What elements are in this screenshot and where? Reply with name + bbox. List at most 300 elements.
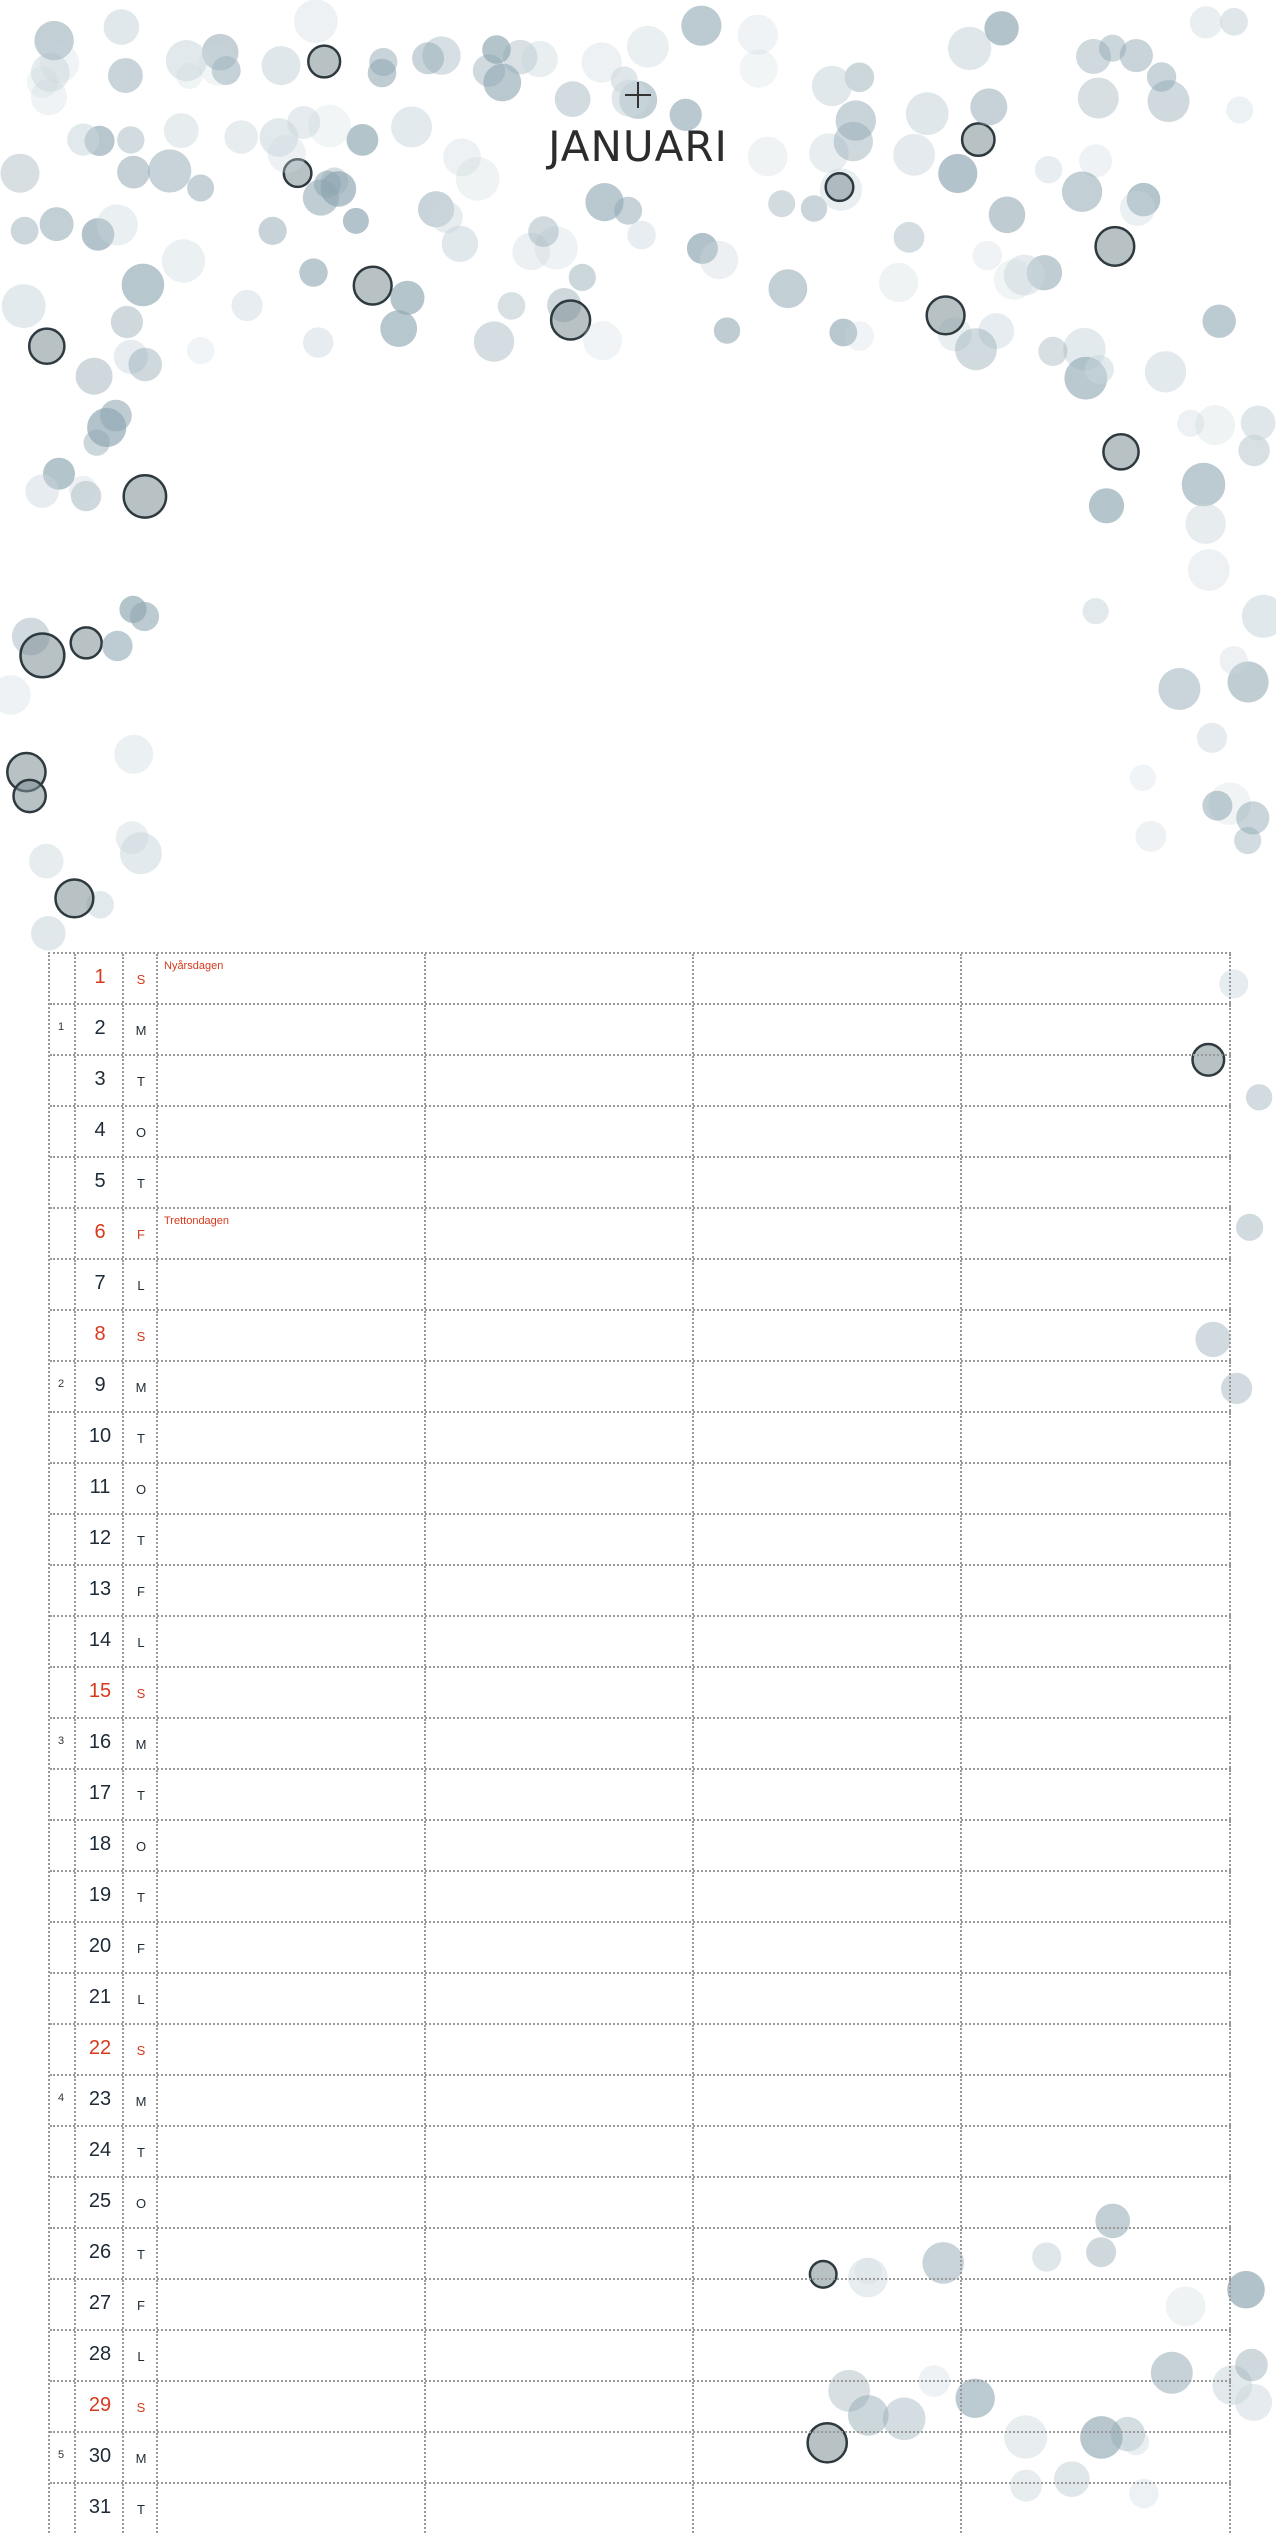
watercolor-dot: [314, 171, 341, 198]
week-cell: [50, 1362, 76, 1411]
note-column-3[interactable]: [694, 1617, 962, 1666]
watercolor-dot: [1235, 2384, 1272, 2421]
week-cell: [50, 1311, 76, 1360]
date-cell: [76, 1311, 124, 1360]
note-column-4[interactable]: [962, 1668, 1231, 1717]
week-cell: [50, 2076, 76, 2125]
note-column-2[interactable]: [426, 954, 694, 1003]
watercolor-dot: [970, 88, 1007, 125]
note-column-1[interactable]: [158, 1974, 426, 2023]
date-cell: [76, 2127, 124, 2176]
watercolor-dot: [948, 27, 991, 70]
note-column-2[interactable]: [426, 2280, 694, 2329]
note-column-1[interactable]: [158, 1107, 426, 1156]
watercolor-dot: [1085, 355, 1114, 384]
weekday-letter: M: [135, 1023, 147, 1038]
note-column-1[interactable]: [158, 2178, 426, 2227]
date-cell: [76, 954, 124, 1003]
note-column-2[interactable]: [426, 2025, 694, 2074]
note-column-3[interactable]: [694, 2127, 962, 2176]
watercolor-dot: [569, 264, 596, 291]
date-number: 9: [94, 1374, 106, 1396]
note-column-3[interactable]: [694, 1107, 962, 1156]
watercolor-dot: [187, 175, 214, 202]
watercolor-dot: [582, 42, 622, 82]
note-column-2[interactable]: [426, 1209, 694, 1258]
watercolor-dot: [259, 217, 287, 245]
note-column-4[interactable]: [962, 1872, 1231, 1921]
calendar-row: [50, 1668, 1231, 1719]
watercolor-dot: [422, 36, 460, 74]
note-column-4[interactable]: [962, 1464, 1231, 1513]
calendar-row: [50, 1260, 1231, 1311]
weekday-cell: [124, 1974, 158, 2023]
note-column-3[interactable]: [694, 1413, 962, 1462]
note-column-1[interactable]: [158, 1362, 426, 1411]
note-column-4[interactable]: [962, 2331, 1231, 2380]
weekday-cell: [124, 1923, 158, 1972]
note-column-2[interactable]: [426, 1464, 694, 1513]
calendar-row: [50, 1005, 1231, 1056]
note-column-3[interactable]: [694, 1821, 962, 1870]
note-column-4[interactable]: [962, 2382, 1231, 2431]
note-column-4[interactable]: [962, 2127, 1231, 2176]
note-column-1[interactable]: [158, 2076, 426, 2125]
note-column-3[interactable]: [694, 954, 962, 1003]
calendar-row: [50, 1566, 1231, 1617]
watercolor-dot: [1197, 723, 1227, 753]
note-column-4[interactable]: [962, 1515, 1231, 1564]
watercolor-dot: [474, 321, 514, 361]
note-column-1[interactable]: [158, 1056, 426, 1105]
watercolor-dot: [583, 321, 622, 360]
note-column-2[interactable]: [426, 1770, 694, 1819]
week-cell: [50, 2127, 76, 2176]
date-number: 12: [88, 1527, 112, 1549]
note-column-4[interactable]: [962, 1974, 1231, 2023]
watercolor-dot: [71, 627, 102, 658]
note-column-1[interactable]: [158, 1005, 426, 1054]
note-column-3[interactable]: [694, 2025, 962, 2074]
weekday-letter: F: [137, 1941, 145, 1956]
note-column-2[interactable]: [426, 1413, 694, 1462]
watercolor-dot: [1227, 2271, 1265, 2309]
note-column-4[interactable]: [962, 1821, 1231, 1870]
calendar-row: [50, 1617, 1231, 1668]
watercolor-dot: [1202, 791, 1232, 821]
note-column-1[interactable]: [158, 1770, 426, 1819]
note-column-4[interactable]: [962, 1362, 1231, 1411]
note-column-1[interactable]: [158, 954, 426, 1003]
calendar-row: [50, 1362, 1231, 1413]
date-number: 1: [94, 966, 106, 988]
watercolor-dot: [1226, 97, 1253, 124]
watercolor-dot: [1083, 598, 1109, 624]
weekday-letter: M: [135, 2451, 147, 2466]
date-number: 11: [89, 1476, 111, 1498]
watercolor-dot: [187, 337, 214, 364]
calendar-grid: [48, 952, 1231, 2533]
note-column-4[interactable]: [962, 1260, 1231, 1309]
note-column-3[interactable]: [694, 1056, 962, 1105]
note-column-4[interactable]: [962, 2178, 1231, 2227]
weekday-letter: S: [136, 972, 146, 987]
note-column-4[interactable]: [962, 1158, 1231, 1207]
date-number: 30: [88, 2445, 112, 2467]
watercolor-dot: [522, 41, 558, 77]
note-column-3[interactable]: [694, 1260, 962, 1309]
note-column-3[interactable]: [694, 1668, 962, 1717]
weekday-letter: T: [137, 1533, 145, 1548]
weekday-cell: [124, 2127, 158, 2176]
date-number: 27: [88, 2292, 112, 2314]
note-column-3[interactable]: [694, 2331, 962, 2380]
note-column-3[interactable]: [694, 2280, 962, 2329]
date-number: 7: [94, 1272, 106, 1294]
note-column-2[interactable]: [426, 2331, 694, 2380]
watercolor-dot: [368, 59, 397, 88]
note-column-3[interactable]: [694, 2433, 962, 2482]
note-column-2[interactable]: [426, 1872, 694, 1921]
note-column-3[interactable]: [694, 1005, 962, 1054]
note-column-2[interactable]: [426, 1617, 694, 1666]
watercolor-dot: [390, 281, 424, 315]
date-cell: [76, 1770, 124, 1819]
note-column-2[interactable]: [426, 2229, 694, 2278]
date-number: 25: [88, 2190, 112, 2212]
note-column-2[interactable]: [426, 1821, 694, 1870]
watercolor-dot: [740, 50, 778, 88]
note-column-3[interactable]: [694, 1974, 962, 2023]
weekday-letter: T: [137, 2145, 145, 2160]
week-cell: [50, 1617, 76, 1666]
note-column-2[interactable]: [426, 1668, 694, 1717]
note-column-3[interactable]: [694, 1566, 962, 1615]
note-column-4[interactable]: [962, 1770, 1231, 1819]
watercolor-dot: [21, 634, 65, 678]
weekday-letter: F: [137, 1584, 145, 1599]
watercolor-dot: [124, 475, 166, 517]
calendar-row: [50, 954, 1231, 1005]
note-column-1[interactable]: [158, 2280, 426, 2329]
date-cell: [76, 1872, 124, 1921]
watercolor-dot: [1147, 62, 1176, 91]
weekday-cell: [124, 2382, 158, 2431]
note-column-1[interactable]: [158, 2127, 426, 2176]
watercolor-dot: [1089, 488, 1124, 523]
weekday-cell: [124, 1362, 158, 1411]
week-cell: [50, 954, 76, 1003]
watercolor-dot: [1120, 191, 1155, 226]
watercolor-dot: [31, 916, 66, 951]
weekday-letter: T: [137, 1176, 145, 1191]
note-column-2[interactable]: [426, 1362, 694, 1411]
weekday-cell: [124, 1668, 158, 1717]
watercolor-dot: [431, 201, 463, 233]
note-column-4[interactable]: [962, 2025, 1231, 2074]
weekday-letter: F: [137, 2298, 145, 2313]
watercolor-dot: [1236, 1214, 1263, 1241]
note-column-3[interactable]: [694, 2178, 962, 2227]
watercolor-dot: [11, 217, 39, 245]
note-column-2[interactable]: [426, 2076, 694, 2125]
week-cell: [50, 1107, 76, 1156]
note-column-2[interactable]: [426, 1107, 694, 1156]
date-cell: [76, 1005, 124, 1054]
calendar-row: [50, 1464, 1231, 1515]
weekday-letter: O: [135, 2196, 147, 2211]
note-column-1[interactable]: [158, 1209, 426, 1258]
note-column-2[interactable]: [426, 1005, 694, 1054]
calendar-row: [50, 2127, 1231, 2178]
date-cell: [76, 1107, 124, 1156]
week-cell: [50, 1413, 76, 1462]
week-cell: [50, 1515, 76, 1564]
note-column-3[interactable]: [694, 2076, 962, 2125]
watercolor-dot: [120, 832, 162, 874]
watercolor-dot: [1190, 6, 1222, 38]
note-column-1[interactable]: [158, 1311, 426, 1360]
watercolor-dot: [1062, 172, 1102, 212]
note-column-3[interactable]: [694, 2382, 962, 2431]
note-column-4[interactable]: [962, 954, 1231, 1003]
weekday-cell: [124, 2433, 158, 2482]
week-cell: [50, 1770, 76, 1819]
watercolor-dot: [380, 310, 417, 347]
note-column-4[interactable]: [962, 2229, 1231, 2278]
note-column-1[interactable]: [158, 2484, 426, 2533]
date-cell: [76, 2331, 124, 2380]
date-number: 20: [88, 1935, 112, 1957]
weekday-letter: F: [137, 1227, 145, 1242]
note-column-3[interactable]: [694, 1923, 962, 1972]
date-cell: [76, 1617, 124, 1666]
date-cell: [76, 2382, 124, 2431]
weekday-letter: T: [137, 1890, 145, 1905]
watercolor-dot: [1076, 39, 1111, 74]
calendar-row: [50, 2178, 1231, 2229]
watercolor-dot: [1182, 463, 1226, 507]
week-cell: [50, 2280, 76, 2329]
note-column-3[interactable]: [694, 2484, 962, 2533]
week-number: 2: [58, 1378, 65, 1390]
date-cell: [76, 2076, 124, 2125]
note-column-3[interactable]: [694, 1158, 962, 1207]
note-column-2[interactable]: [426, 1566, 694, 1615]
note-column-4[interactable]: [962, 1209, 1231, 1258]
week-cell: [50, 1566, 76, 1615]
note-column-1[interactable]: [158, 2331, 426, 2380]
note-column-2[interactable]: [426, 2127, 694, 2176]
watercolor-dot: [299, 258, 327, 286]
weekday-letter: O: [135, 1482, 147, 1497]
note-column-4[interactable]: [962, 1719, 1231, 1768]
week-cell: [50, 2484, 76, 2533]
date-cell: [76, 1413, 124, 1462]
note-column-3[interactable]: [694, 1872, 962, 1921]
calendar-row: [50, 2382, 1231, 2433]
weekday-letter: T: [137, 2502, 145, 2517]
weekday-cell: [124, 1464, 158, 1513]
calendar-row: [50, 1515, 1231, 1566]
note-column-4[interactable]: [962, 2433, 1231, 2482]
watercolor-dot: [343, 208, 369, 234]
week-cell: [50, 2382, 76, 2431]
note-column-3[interactable]: [694, 1209, 962, 1258]
date-cell: [76, 1464, 124, 1513]
note-column-2[interactable]: [426, 1923, 694, 1972]
calendar-row: [50, 2484, 1231, 2533]
weekday-letter: T: [137, 1074, 145, 1089]
note-column-2[interactable]: [426, 1515, 694, 1564]
date-number: 4: [94, 1119, 106, 1141]
date-number: 26: [88, 2241, 112, 2263]
holiday-note: Trettondagen: [164, 1215, 230, 1227]
note-column-3[interactable]: [694, 1719, 962, 1768]
note-column-2[interactable]: [426, 1719, 694, 1768]
note-column-2[interactable]: [426, 2382, 694, 2431]
weekday-cell: [124, 2484, 158, 2533]
weekday-cell: [124, 2331, 158, 2380]
watercolor-dot: [738, 15, 778, 55]
note-column-4[interactable]: [962, 1005, 1231, 1054]
date-cell: [76, 1821, 124, 1870]
date-cell: [76, 1719, 124, 1768]
week-cell: [50, 2025, 76, 2074]
weekday-letter: O: [135, 1839, 147, 1854]
note-column-3[interactable]: [694, 1515, 962, 1564]
note-column-1[interactable]: [158, 1719, 426, 1768]
note-column-1[interactable]: [158, 2433, 426, 2482]
note-column-1[interactable]: [158, 2025, 426, 2074]
date-number: 2: [94, 1017, 106, 1039]
note-column-3[interactable]: [694, 1770, 962, 1819]
note-column-2[interactable]: [426, 1056, 694, 1105]
note-column-4[interactable]: [962, 1923, 1231, 1972]
date-cell: [76, 1209, 124, 1258]
watercolor-dot: [989, 197, 1026, 234]
watercolor-dot: [29, 844, 64, 879]
weekday-cell: [124, 1107, 158, 1156]
week-number: 4: [58, 2092, 65, 2104]
week-cell: [50, 1005, 76, 1054]
week-cell: [50, 1719, 76, 1768]
note-column-4[interactable]: [962, 2280, 1231, 2329]
watercolor-dot: [40, 207, 74, 241]
note-column-2[interactable]: [426, 2433, 694, 2482]
note-column-2[interactable]: [426, 1158, 694, 1207]
note-column-1[interactable]: [158, 1158, 426, 1207]
calendar-row: [50, 2331, 1231, 2382]
note-column-1[interactable]: [158, 1668, 426, 1717]
note-column-4[interactable]: [962, 2484, 1231, 2533]
note-column-4[interactable]: [962, 1566, 1231, 1615]
note-column-4[interactable]: [962, 1311, 1231, 1360]
watercolor-dot: [1120, 39, 1153, 72]
date-number: 22: [88, 2037, 112, 2059]
weekday-letter: L: [137, 1278, 145, 1293]
watercolor-dot: [0, 675, 31, 715]
note-column-4[interactable]: [962, 1413, 1231, 1462]
watercolor-dot: [1220, 8, 1248, 36]
watercolor-dot: [87, 408, 126, 447]
calendar-row: [50, 1923, 1231, 1974]
watercolor-dot: [769, 269, 808, 308]
week-cell: [50, 1260, 76, 1309]
watercolor-dot: [308, 46, 340, 78]
note-column-1[interactable]: [158, 1413, 426, 1462]
note-column-1[interactable]: [158, 1872, 426, 1921]
date-cell: [76, 1974, 124, 2023]
calendar-row: [50, 1209, 1231, 1260]
week-cell: [50, 1974, 76, 2023]
watercolor-dot: [681, 6, 721, 46]
date-cell: [76, 1158, 124, 1207]
note-column-1[interactable]: [158, 2229, 426, 2278]
weekday-letter: L: [137, 2349, 145, 2364]
watercolor-dot: [97, 204, 138, 245]
note-column-3[interactable]: [694, 1311, 962, 1360]
watercolor-dot: [1242, 595, 1276, 638]
note-column-2[interactable]: [426, 2484, 694, 2533]
week-cell: [50, 1158, 76, 1207]
watercolor-dot: [262, 46, 301, 85]
watercolor-dot: [1145, 351, 1186, 392]
watercolor-dot: [700, 241, 738, 279]
watercolor-dot: [955, 328, 997, 370]
note-column-3[interactable]: [694, 1464, 962, 1513]
note-column-1[interactable]: [158, 1566, 426, 1615]
weekday-letter: M: [135, 1737, 147, 1752]
note-column-3[interactable]: [694, 1362, 962, 1411]
watercolor-dot: [1236, 801, 1269, 834]
note-column-2[interactable]: [426, 1311, 694, 1360]
watercolor-dot: [128, 348, 162, 382]
note-column-4[interactable]: [962, 1056, 1231, 1105]
weekday-cell: [124, 1515, 158, 1564]
weekday-cell: [124, 1311, 158, 1360]
date-number: 31: [88, 2496, 112, 2518]
note-column-2[interactable]: [426, 2178, 694, 2227]
weekday-cell: [124, 1821, 158, 1870]
note-column-1[interactable]: [158, 1464, 426, 1513]
week-cell: [50, 2178, 76, 2227]
weekday-letter: S: [136, 2043, 146, 2058]
watercolor-dot: [627, 26, 669, 68]
note-column-1[interactable]: [158, 1260, 426, 1309]
note-column-2[interactable]: [426, 1260, 694, 1309]
note-column-4[interactable]: [962, 2076, 1231, 2125]
note-column-2[interactable]: [426, 1974, 694, 2023]
watercolor-dot: [102, 631, 132, 661]
note-column-4[interactable]: [962, 1107, 1231, 1156]
watercolor-dot: [1203, 305, 1236, 338]
week-cell: [50, 1872, 76, 1921]
week-cell: [50, 1821, 76, 1870]
calendar-row: [50, 1821, 1231, 1872]
note-column-1[interactable]: [158, 1821, 426, 1870]
watercolor-dot: [198, 45, 239, 86]
note-column-1[interactable]: [158, 1617, 426, 1666]
note-column-4[interactable]: [962, 1617, 1231, 1666]
note-column-1[interactable]: [158, 1923, 426, 1972]
watercolor-dot: [31, 79, 67, 115]
weekday-letter: M: [135, 1380, 147, 1395]
note-column-1[interactable]: [158, 2382, 426, 2431]
note-column-1[interactable]: [158, 1515, 426, 1564]
note-column-3[interactable]: [694, 2229, 962, 2278]
watercolor-dot: [714, 317, 740, 343]
